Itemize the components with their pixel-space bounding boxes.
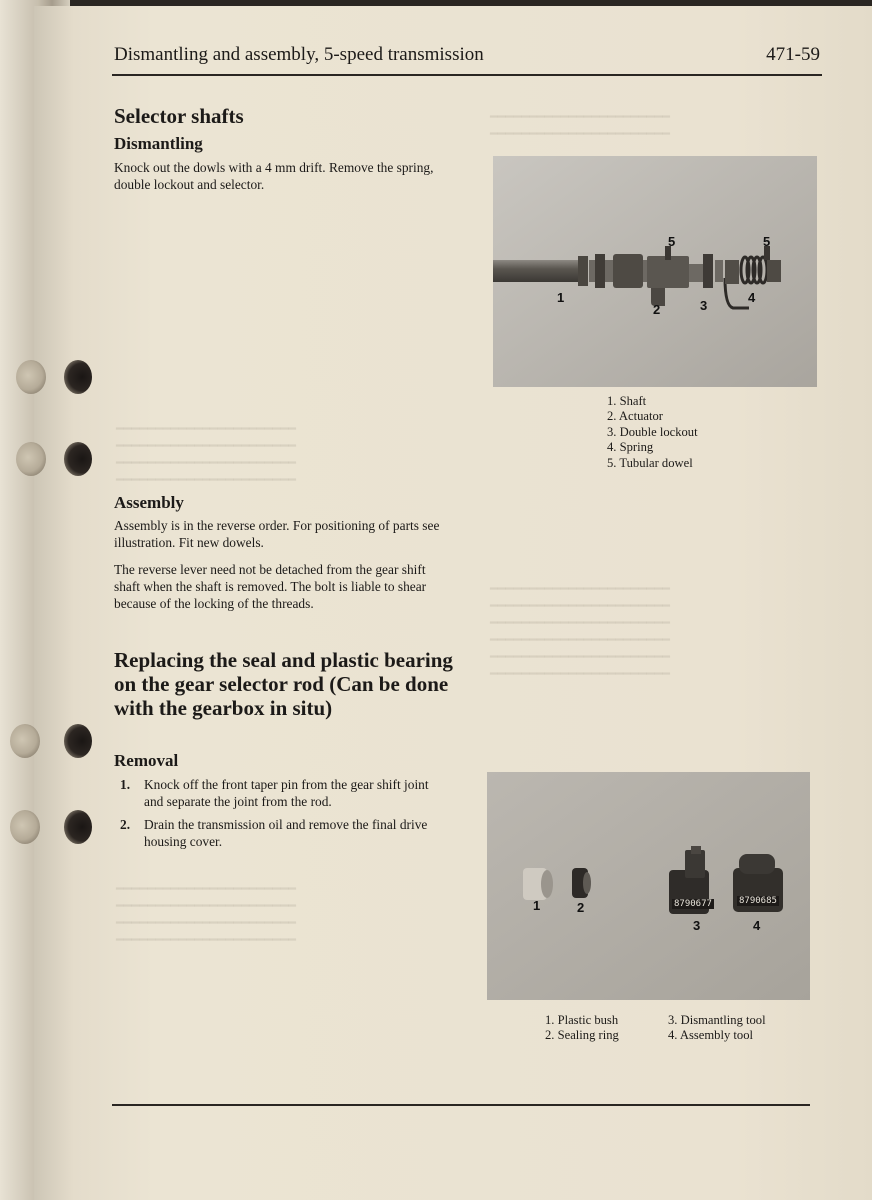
binder-hole	[10, 810, 40, 844]
footer-rule	[112, 1104, 810, 1106]
binder-hole	[64, 442, 92, 476]
binder-hole	[64, 724, 92, 758]
caption-item: 4. Spring	[607, 440, 654, 455]
assembly-text: Assembly is in the reverse order. For positioning of parts see illustration. Fit new dowels.	[114, 518, 440, 550]
callout-label: 3	[700, 298, 708, 313]
subheading-assembly: Assembly	[114, 493, 184, 512]
removal-step	[120, 816, 446, 850]
binder-hole	[64, 360, 92, 394]
figure1-caption-list	[607, 394, 698, 471]
callout-label: 3	[693, 918, 701, 933]
subheading-removal: Removal	[114, 751, 179, 770]
caption-item: 3. Double lockout	[607, 424, 698, 439]
step-text: Knock off the front taper pin from the gear shift joint and separate the joint from the rod.	[144, 777, 429, 809]
caption-item: 2. Sealing ring	[545, 1028, 619, 1043]
callout-label: 4	[748, 290, 756, 305]
tool-tag: 8790685	[739, 896, 777, 906]
step-number: 1.	[120, 777, 131, 792]
figure-selector-shaft-photo	[493, 156, 817, 387]
callout-label: 1	[557, 290, 565, 305]
selector-shaft-illustration	[493, 156, 817, 387]
section-heading-seal-replacement: Replacing the seal and plastic bearing on the gear selector rod (Can be done with the gearbox in situ)	[114, 648, 453, 720]
bleed-through-text: ━━━━━━━━━━━━━━━━━━━━━━━ ━━━━━━━━━━━━━━━━━━━━━━━	[490, 109, 671, 141]
caption-item: 1. Shaft	[607, 394, 647, 408]
step-text: Drain the transmission oil and remove the final drive housing cover.	[144, 817, 428, 849]
tool-tag: 8790677	[674, 899, 712, 909]
figure2-caption-right	[668, 1013, 766, 1044]
callout-label: 4	[753, 918, 761, 933]
step-number: 2.	[120, 817, 131, 832]
page-number: 471-59	[766, 44, 820, 65]
binder-hole	[16, 360, 46, 394]
tools-illustration	[487, 772, 810, 1000]
binder-hole	[10, 724, 40, 758]
bleed-through-text: ━━━━━━━━━━━━━━━━━━━━━━━ ━━━━━━━━━━━━━━━━━━━━━━━ ━━━━━━━━━━━━━━━━━━━━━━━ ━━━━━━━━━━━━━━━━━━━━━━━ ━━━━━━━━━━━━━━━━━━━━━━━ ━━━━━━━━━━━━━━━━━━━━━━━	[490, 581, 671, 681]
section-heading-selector-shafts: Selector shafts	[114, 104, 244, 128]
dismantling-text: Knock out the dowls with a 4 mm drift. Remove the spring, double lockout and selector.	[114, 160, 434, 192]
bleed-through-text: ━━━━━━━━━━━━━━━━━━━━━━━ ━━━━━━━━━━━━━━━━━━━━━━━ ━━━━━━━━━━━━━━━━━━━━━━━ ━━━━━━━━━━━━━━━━━━━━━━━	[116, 881, 297, 947]
callout-label: 2	[653, 302, 661, 317]
callout-label: 5	[668, 234, 676, 249]
subheading-dismantling: Dismantling	[114, 134, 203, 153]
caption-item: 1. Plastic bush	[545, 1013, 619, 1027]
binder-hole	[64, 810, 92, 844]
caption-item: 5. Tubular dowel	[607, 455, 693, 470]
header-rule	[112, 74, 822, 76]
figure-tools-photo	[487, 772, 810, 1000]
page-header-title: Dismantling and assembly, 5-speed transmission	[114, 44, 484, 65]
binder-hole	[16, 442, 46, 476]
callout-label: 1	[533, 898, 541, 913]
figure2-caption-left	[545, 1013, 619, 1044]
callout-label: 2	[577, 900, 585, 915]
bleed-through-text: ━━━━━━━━━━━━━━━━━━━━━━━ ━━━━━━━━━━━━━━━━━━━━━━━ ━━━━━━━━━━━━━━━━━━━━━━━ ━━━━━━━━━━━━━━━━━━━━━━━	[116, 421, 297, 487]
caption-item: 4. Assembly tool	[668, 1028, 754, 1043]
removal-step	[120, 776, 446, 810]
reverse-lever-text: The reverse lever need not be detached from the gear shift shaft when the shaft is removed. The bolt is liable to shear because of the locking of the threads.	[114, 562, 427, 611]
caption-item: 2. Actuator	[607, 409, 663, 424]
callout-label: 5	[763, 234, 771, 249]
caption-item: 3. Dismantling tool	[668, 1013, 766, 1027]
